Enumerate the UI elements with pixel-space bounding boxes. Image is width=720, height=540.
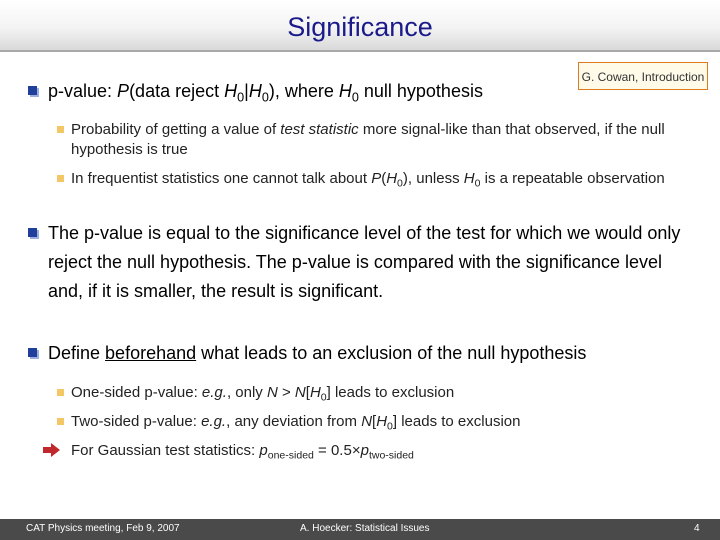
text: is a repeatable observation <box>480 170 665 187</box>
slide-title: Significance <box>287 12 433 42</box>
subscript: 0 <box>351 90 359 105</box>
math-H: H <box>463 170 475 187</box>
underlined-text: beforehand <box>105 343 197 363</box>
math-H: H <box>338 81 352 101</box>
subscript: 0 <box>397 177 403 190</box>
bullet-marker <box>28 228 37 237</box>
emphasis: test statistic <box>280 121 359 138</box>
side-tag: G. Cowan, Introduction <box>578 62 708 90</box>
text: more signal-like than that observed, if the null hypothesis is true <box>71 121 665 158</box>
text: (data reject <box>129 81 225 101</box>
text: | <box>244 81 249 101</box>
footer-event: CAT Physics meeting, Feb 9, 2007 <box>26 523 180 534</box>
math-N: N <box>361 413 373 430</box>
sub-bullet-marker <box>57 389 64 396</box>
math-p: p <box>360 442 369 459</box>
math-H: H <box>309 384 321 401</box>
bullet-pvalue-definition <box>48 77 483 106</box>
bullet-define-beforehand <box>48 339 586 368</box>
subscript: 0 <box>237 90 245 105</box>
text: ] leads to exclusion <box>326 384 455 401</box>
subscript: one-sided <box>267 449 314 462</box>
page-number: 4 <box>694 523 700 534</box>
arrow-right-icon <box>42 443 62 457</box>
bullet-marker <box>28 86 37 95</box>
text: what leads to an exclusion of the null hypothesis <box>196 343 587 363</box>
emphasis: e.g. <box>201 413 227 430</box>
math-P: P <box>117 81 130 101</box>
math-N: N <box>266 384 278 401</box>
sub-bullet-two-sided: Two-sided p-value: e.g., any deviation from $N[H_0]$ leads to exclusion <box>71 413 521 433</box>
math-H: H <box>248 81 262 101</box>
text: One-sided p-value: <box>71 384 202 401</box>
sub-bullet-marker <box>57 175 64 182</box>
subscript: 0 <box>387 420 393 433</box>
text: ] leads to exclusion <box>392 413 521 430</box>
sub-bullet-probability <box>71 120 711 160</box>
text: For Gaussian test statistics: <box>71 442 260 459</box>
math-H: H <box>376 413 388 430</box>
sub-bullet-one-sided: One-sided p-value: e.g., only $N > N[H_0]$ leads to exclusion <box>71 384 455 404</box>
text: ), unless <box>402 170 464 187</box>
sub-bullet-marker <box>57 418 64 425</box>
math-H: H <box>224 81 238 101</box>
math-N: N <box>294 384 306 401</box>
footer-author: A. Hoecker: Statistical Issues <box>300 523 430 534</box>
text: Two-sided p-value: <box>71 413 202 430</box>
text: In frequentist statistics one cannot talk about <box>71 170 372 187</box>
text: , only <box>226 384 267 401</box>
text: Probability of getting a value of <box>71 121 281 138</box>
math-H: H <box>386 170 398 187</box>
math-p: p <box>259 442 268 459</box>
text: p-value: <box>48 81 118 101</box>
subscript: 0 <box>261 90 269 105</box>
math-P: P <box>371 170 382 187</box>
bullet-marker <box>28 348 37 357</box>
text: = 0.5× <box>313 442 361 459</box>
title-divider <box>0 50 720 52</box>
sub-bullet-frequentist: In frequentist statistics one cannot talk about $P(H_0)$, unless $H_0$ is a repeatable observation <box>71 170 665 190</box>
text: , any deviation from <box>226 413 362 430</box>
emphasis: e.g. <box>201 384 227 401</box>
subscript: 0 <box>474 177 481 190</box>
text: ), where <box>268 81 339 101</box>
bullet-significance-level: The p-value is equal to the significance level of the test for which we would only reject the null hypothesis. The p-value is compared with the significance level and, if it is smaller, the result is significant. <box>48 223 681 301</box>
text: Define <box>48 343 106 363</box>
sub-bullet-gaussian <box>71 441 414 461</box>
subscript: two-sided <box>368 449 414 462</box>
text: null hypothesis <box>358 81 483 101</box>
text: > <box>277 384 295 401</box>
subscript: 0 <box>320 391 327 404</box>
sub-bullet-marker <box>57 126 64 133</box>
